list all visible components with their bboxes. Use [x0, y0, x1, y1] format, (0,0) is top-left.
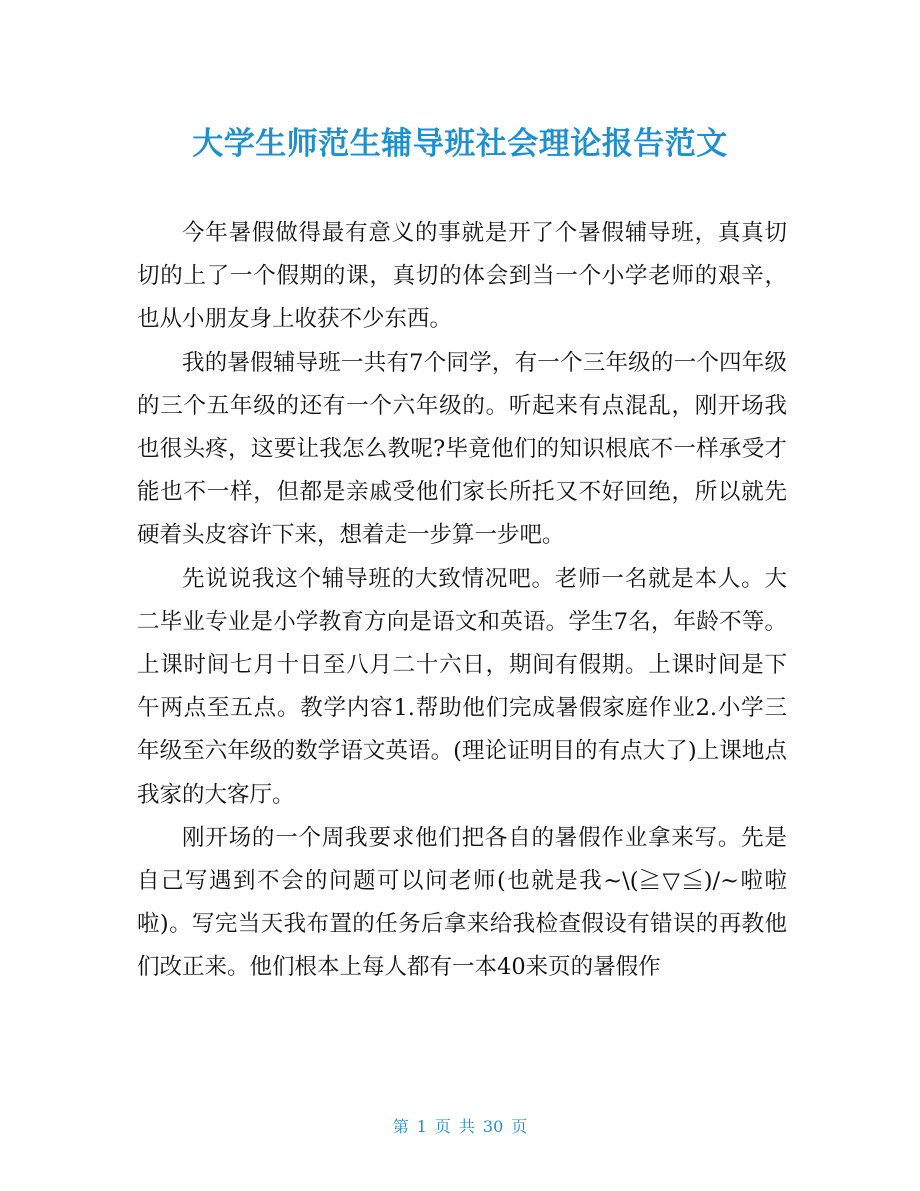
footer-current-page: 1	[416, 1117, 427, 1136]
paragraph: 先说说我这个辅导班的大致情况吧。老师一名就是本人。大二毕业专业是小学教育方向是语文和英语。学生7名，年龄不等。上课时间七月十日至八月二十六日，期间有假期。上课时间是下午两点至五点。教学内容1.帮助他们完成暑假家庭作业2.小学三年级至六年级的数学语文英语。(理论证明目的有点大了)上课地点我家的大客厅。	[137, 565, 787, 808]
footer-label-gong: 共	[458, 1117, 475, 1136]
footer-label-ye-end: 页	[511, 1117, 528, 1136]
paragraph: 我的暑假辅导班一共有7个同学，有一个三年级的一个四年级的三个五年级的还有一个六年级的。听起来有点混乱，刚开场我也很头疼，这要让我怎么教呢?毕竟他们的知识根底不一样承受才能也不一样，但都是亲戚受他们家长所托又不好回绝，所以就先硬着头皮容许下来，想着走一步算一步吧。	[137, 349, 787, 549]
page-footer	[0, 1114, 920, 1137]
footer-label-ye: 页	[434, 1117, 451, 1136]
document-title: 大学生师范生辅导班社会理论报告范文	[192, 126, 728, 162]
document-body	[137, 212, 787, 990]
paragraph: 今年暑假做得最有意义的事就是开了个暑假辅导班，真真切切的上了一个假期的课，真切的体会到当一个小学老师的艰辛，也从小朋友身上收获不少东西。	[137, 220, 787, 333]
paragraph: 刚开场的一个周我要求他们把各自的暑假作业拿来写。先是自己写遇到不会的问题可以问老师(也就是我~\(≧▽≦)/~啦啦啦)。写完当天我布置的任务后拿来给我检查假设有错误的再教他们改正来。他们根本上每人都有一本40来页的暑假作	[137, 824, 787, 981]
footer-total-pages: 30	[482, 1117, 504, 1136]
footer-label-di: 第	[392, 1117, 409, 1136]
